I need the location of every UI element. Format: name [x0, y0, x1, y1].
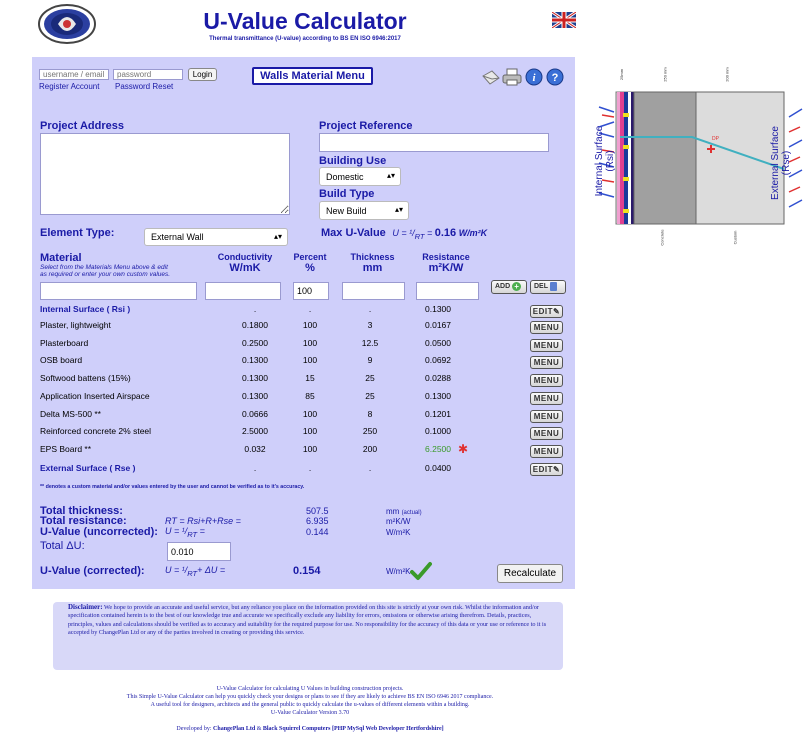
surface-cond: .	[253, 463, 257, 473]
project-reference-input[interactable]	[319, 133, 549, 152]
uvalue-uncorrected-formula: $U = ^1/_{RT}$ =	[165, 526, 205, 539]
trash-icon	[550, 282, 557, 291]
material-menu-button[interactable]: MENU	[530, 339, 563, 352]
custom-note: ** denotes a custom material and/or values entered by the user and cannot be verified as to it's accuracy.	[40, 484, 305, 490]
register-link[interactable]: Register Account	[39, 82, 100, 91]
material-percent: 100	[302, 320, 318, 330]
surface-thk: .	[368, 463, 372, 473]
disclaimer-label: Disclaimer:	[68, 603, 103, 611]
material-hint	[40, 264, 170, 278]
footer-line-3: A useful tool for designers, architects and the general public to quickly calculate the u-values of different elements within a building.	[150, 702, 470, 708]
material-resistance: 0.0692	[425, 355, 451, 365]
building-use-select[interactable]	[319, 167, 401, 186]
info-icon[interactable]	[525, 68, 543, 86]
conductivity-label: Conductivity	[217, 252, 273, 262]
changeplan-link[interactable]: ChangePlan Ltd	[213, 726, 256, 732]
total-thickness-label: Total thickness:	[40, 505, 123, 517]
thickness-unit-note: (actual)	[401, 510, 422, 516]
material-thickness: 3	[367, 320, 373, 330]
material-row	[40, 444, 510, 458]
material-name: Plaster, lightweight	[40, 320, 111, 330]
help-icon[interactable]	[546, 68, 564, 86]
material-menu-button[interactable]: MENU	[530, 392, 563, 405]
add-button[interactable]	[491, 280, 527, 294]
php-developer-link[interactable]: [PHP MySql Web Developer Hertfordshire]	[331, 726, 444, 732]
edit-internal-button[interactable]	[530, 305, 563, 318]
material-name: Softwood battens (15%)	[40, 373, 131, 383]
element-type-select[interactable]	[144, 228, 288, 246]
svg-text:i: i	[532, 72, 536, 84]
uvalue-corrected-unit: W/m²K	[386, 567, 411, 576]
total-thickness-unit	[386, 507, 422, 516]
material-name: Delta MS-500 **	[40, 409, 101, 419]
material-menu-button[interactable]: MENU	[530, 410, 563, 423]
material-name: OSB board	[40, 355, 83, 365]
external-surface-row	[40, 463, 510, 477]
material-resistance: 0.1201	[425, 409, 451, 419]
material-resistance: 0.1300	[425, 391, 451, 401]
total-resistance-unit: m²K/W	[386, 517, 411, 526]
percent-input[interactable]	[293, 282, 329, 300]
material-conductivity: 0.1800	[242, 320, 268, 330]
surface-res: 0.0400	[425, 463, 451, 473]
max-u-number: 0.16	[434, 227, 457, 239]
footer-line-2: This Simple U-Value Calculator can help you quickly check your designs or plans to see if they are likely to achieve BS EN ISO 6946 2017 compliance.	[126, 694, 494, 700]
material-hint-line1: Select from the Materials Menu above & edit	[40, 264, 168, 271]
edit-label: EDIT	[532, 307, 554, 316]
material-thickness: 8	[367, 409, 373, 419]
pencil-icon: ✎	[553, 307, 561, 316]
material-thickness: 250	[362, 426, 378, 436]
material-percent: 100	[302, 409, 318, 419]
uvalue-uncorrected-value: 0.144	[306, 527, 329, 537]
thickness-header	[340, 252, 405, 274]
diagram-top-label-3: 200 mm	[724, 67, 730, 82]
material-name: Application Inserted Airspace	[40, 391, 150, 401]
external-surface-diagram-label: External Surface (Rse)	[770, 126, 792, 200]
footer-line-4: U-Value Calculator Version 3.70	[270, 710, 350, 716]
resistance-input[interactable]	[416, 282, 479, 300]
uvalue-corrected-formula: $U = ^1/_{RT}+ \Delta U$ =	[165, 565, 226, 578]
diagram-bottom-label-1: Concrete	[659, 229, 665, 246]
material-resistance: 0.0288	[425, 373, 451, 383]
thickness-input[interactable]	[342, 282, 405, 300]
uvalue-uncorrected-unit: W/m²K	[386, 528, 411, 537]
percent-unit: %	[305, 262, 315, 274]
edit-label: EDIT	[532, 465, 554, 474]
add-icon: +	[512, 282, 521, 291]
password-reset-link[interactable]: Password Reset	[115, 82, 174, 91]
material-percent: 100	[302, 338, 318, 348]
pencil-icon: ✎	[553, 465, 561, 474]
surface-pct: .	[308, 463, 312, 473]
building-use-label: Building Use	[319, 155, 387, 167]
material-percent: 100	[302, 355, 318, 365]
material-thickness: 9	[367, 355, 373, 365]
recalculate-button[interactable]: Recalculate	[497, 564, 563, 583]
svg-text:?: ?	[551, 72, 559, 84]
uvalue-corrected-label: U-Value (corrected):	[40, 565, 145, 577]
dev-prefix: Developed by:	[176, 726, 212, 732]
material-row	[40, 355, 510, 369]
material-thickness: 200	[362, 444, 378, 454]
max-u-unit: W/m²K	[458, 228, 488, 238]
percent-label: Percent	[293, 252, 327, 262]
edit-external-button[interactable]	[530, 463, 563, 476]
disclaimer-text: We hope to provide an accurate and useful service, but any reliance you place on the information provided on this site is strictly at your own risk. Whilst the information and/or specification contained herein is to the best of our knowledge true and accurate we specifically exclude any liability for errors, omissions or otherwise arising therefrom. Details, practices, principles, values and calculations should be verified as to accuracy and suitability for the required purpose for use. No responsibility for the accuracy of this data or your use or reference to it is accepted by ChangePlan Ltd or any of the parties involved in creating or providing this service.	[68, 604, 547, 636]
add-label: ADD	[495, 283, 511, 290]
project-address-input[interactable]	[40, 133, 290, 215]
total-delta-label: Total ΔU:	[40, 540, 85, 552]
login-button[interactable]: Login	[188, 68, 217, 81]
select-arrow-icon: ▴▾	[273, 232, 282, 241]
material-percent: 100	[302, 426, 318, 436]
black-squirrel-link[interactable]: Black Squirrel Computers	[262, 726, 331, 732]
disclaimer-box	[53, 602, 563, 670]
select-arrow-icon: ▴▾	[386, 171, 395, 180]
material-name: Plasterboard	[40, 338, 89, 348]
element-type-label: Element Type:	[40, 227, 115, 239]
material-name: Reinforced concrete 2% steel	[40, 426, 152, 436]
total-resistance-formula: RT = Rsi+R+Rse =	[165, 516, 241, 526]
internal-surface-diagram-label: Internal Surface (Rsi)	[594, 125, 616, 197]
material-menu-button[interactable]: MENU	[530, 374, 563, 387]
build-type-value: New Build	[326, 206, 367, 216]
footer-line-1: U-Value Calculator for calculating U Values in building construction projects.	[216, 686, 404, 692]
password-input[interactable]	[113, 69, 183, 80]
thickness-label: Thickness	[350, 252, 395, 262]
surface-pct: .	[308, 304, 312, 314]
material-thickness: 12.5	[361, 338, 379, 348]
material-row	[40, 409, 510, 423]
material-row	[40, 426, 510, 440]
conductivity-unit: W/mK	[229, 262, 261, 274]
material-thickness: 25	[365, 391, 375, 401]
conductivity-header	[210, 252, 280, 274]
diagram-top-label-1: 25mm	[619, 68, 625, 81]
resistance-unit: m²K/W	[428, 262, 464, 274]
material-resistance: 6.2500	[425, 444, 451, 454]
surface-cond: .	[253, 304, 257, 314]
diagram-bottom-label-2: Custom	[732, 230, 738, 245]
material-hint-line2: as required or enter your own custom values.	[40, 271, 171, 278]
uvalue-corrected-value: 0.154	[293, 565, 321, 577]
material-conductivity: 0.2500	[242, 338, 268, 348]
project-address-label: Project Address	[40, 120, 124, 132]
select-arrow-icon: ▴▾	[394, 205, 403, 214]
max-u-value: Max U-Value $U = ^1/_{RT} = 0.16$ W/m²K	[321, 227, 488, 241]
build-type-select[interactable]	[319, 201, 409, 220]
material-percent: 100	[302, 444, 318, 454]
material-percent: 85	[305, 391, 315, 401]
max-u-formula: U =	[392, 228, 410, 238]
checkmark-icon	[410, 561, 432, 581]
dp-label: DP	[712, 136, 719, 142]
material-menu-button[interactable]: MENU	[530, 445, 563, 458]
app-title: U-Value Calculator	[203, 8, 407, 34]
material-resistance: 0.0500	[425, 338, 451, 348]
material-conductivity: 0.1300	[242, 391, 268, 401]
element-type-value: External Wall	[151, 232, 204, 242]
material-conductivity: 2.5000	[242, 426, 268, 436]
footer-developers	[0, 726, 620, 732]
dev-and: &	[256, 726, 262, 732]
conductivity-input[interactable]	[205, 282, 281, 300]
material-name: EPS Board **	[40, 444, 92, 454]
build-type-label: Build Type	[319, 188, 375, 200]
material-conductivity: 0.1300	[242, 373, 268, 383]
total-resistance-value: 6.935	[306, 516, 329, 526]
diagram-top-label-2: 250 mm	[662, 67, 668, 82]
percent-header	[290, 252, 330, 274]
material-row	[40, 373, 510, 387]
delete-button[interactable]	[530, 280, 566, 294]
total-resistance-label: Total resistance:	[40, 515, 127, 527]
material-conductivity: 0.032	[244, 444, 266, 454]
username-input[interactable]	[39, 69, 109, 80]
material-name-input[interactable]	[40, 282, 197, 300]
material-percent: 15	[305, 373, 315, 383]
surface-name: External Surface ( Rse )	[40, 463, 136, 473]
max-u-label: Max U-Value	[321, 227, 386, 239]
email-icon[interactable]	[482, 70, 500, 86]
total-thickness-value: 507.5	[306, 506, 329, 516]
resistance-label: Resistance	[422, 252, 470, 262]
print-icon[interactable]	[502, 68, 522, 86]
warning-star-icon: ✱	[458, 442, 469, 456]
logo[interactable]	[38, 4, 96, 44]
material-row	[40, 338, 510, 352]
uvalue-uncorrected-label: U-Value (uncorrected):	[40, 526, 158, 538]
internal-surface-row	[40, 304, 510, 318]
resistance-header	[413, 252, 479, 274]
uk-flag-icon[interactable]	[552, 12, 576, 28]
thickness-unit: mm	[362, 262, 383, 274]
material-thickness: 25	[365, 373, 375, 383]
material-menu-button[interactable]: MENU	[530, 321, 563, 334]
surface-thk: .	[368, 304, 372, 314]
material-row	[40, 391, 510, 405]
material-resistance: 0.0167	[425, 320, 451, 330]
material-header: Material	[40, 252, 82, 264]
project-reference-label: Project Reference	[319, 120, 413, 132]
material-menu-button[interactable]: MENU	[530, 356, 563, 369]
surface-name: Internal Surface ( Rsi )	[40, 304, 131, 314]
material-resistance: 0.1000	[425, 426, 451, 436]
building-use-value: Domestic	[326, 172, 364, 182]
material-menu-button[interactable]: MENU	[530, 427, 563, 440]
delete-label: DEL	[534, 283, 548, 290]
thickness-unit: mm	[386, 507, 400, 516]
surface-res: 0.1300	[425, 304, 451, 314]
materials-menu-button[interactable]: Walls Material Menu	[252, 67, 373, 85]
material-row	[40, 320, 510, 334]
material-conductivity: 0.1300	[242, 355, 268, 365]
total-delta-input[interactable]	[167, 542, 231, 561]
material-conductivity: 0.0666	[242, 409, 268, 419]
app-subtitle: Thermal transmittance (U-value) according to BS EN ISO 6946:2017	[209, 36, 401, 42]
